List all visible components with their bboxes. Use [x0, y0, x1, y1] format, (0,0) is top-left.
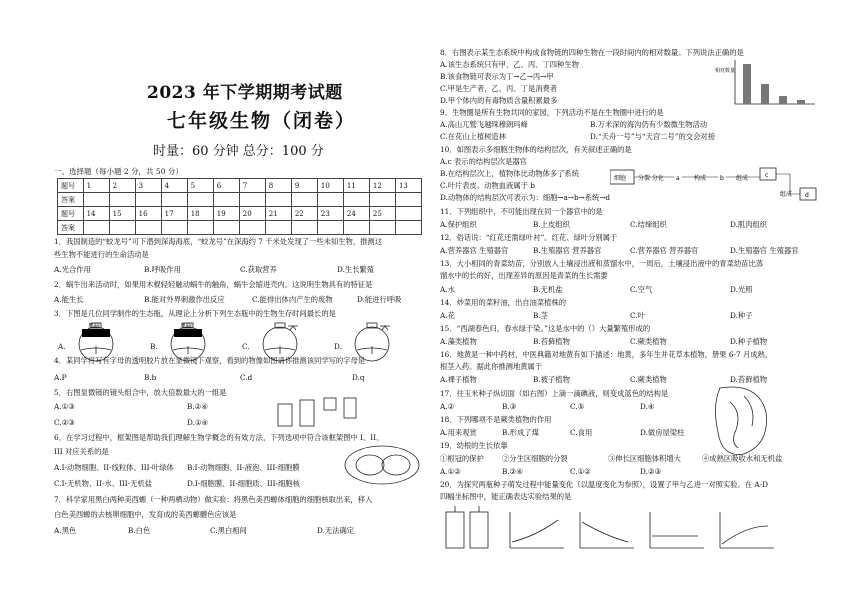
question-12: 12．俗话说：“红花还需绿叶衬”。红花、绿叶分别属于	[440, 233, 618, 242]
option: C.I-无机物、II-水、III-无机盐	[54, 479, 153, 488]
option: C.食用	[570, 428, 593, 437]
answer-cell[interactable]	[213, 193, 239, 207]
table-cell: 9	[291, 179, 317, 193]
caption-dark: 黑暗	[88, 323, 101, 330]
option: C.结缔组织	[630, 220, 667, 229]
table-row	[58, 179, 422, 193]
table-row-label: 答案	[58, 221, 84, 235]
option: B.I-动物细胞、II-液泡、III-细胞膜	[187, 463, 300, 472]
answer-cell[interactable]	[109, 193, 135, 207]
answer-cell[interactable]	[395, 193, 421, 207]
question-16: 16．地黄是一种中药材，中医典籍对地黄有如下描述：地黄，多年生并花草本植物，册果 6-7 月成熟，	[440, 350, 773, 359]
option: B.③	[502, 402, 517, 411]
table-cell: 24	[343, 207, 369, 221]
option: C.蕨类植物	[630, 337, 667, 346]
corn-seed-figure	[708, 382, 778, 458]
table-cell: 23	[317, 207, 343, 221]
question-2: 2．蜗牛出来活动时，如果用木棍轻轻触动蜗牛的触角，蜗牛会缩进壳内。这说明生物具有的特征是	[54, 280, 373, 289]
option: A.①②	[440, 467, 461, 476]
table-cell: 13	[395, 179, 421, 193]
table-cell: 7	[239, 179, 265, 193]
answer-cell[interactable]	[213, 221, 239, 235]
answer-cell[interactable]	[317, 193, 343, 207]
question-8: 8．右图表示某生态系统中构成食物链的四种生物在一段时间内的相对数量。下列说法正确的是	[440, 48, 744, 57]
structure-levels-diagram	[610, 160, 820, 206]
table-cell: 18	[187, 207, 213, 221]
answer-cell[interactable]	[343, 221, 369, 235]
caption-dark: 黑暗	[180, 323, 193, 330]
exam-meta: 时量：60 分钟 总分：100 分	[153, 144, 324, 159]
option: B.在结构层次上，植物体比动物体多了系统	[440, 169, 580, 178]
table-cell: 2	[109, 179, 135, 193]
chart-ylabel: 相对数量	[715, 68, 736, 74]
option: B.b	[144, 373, 157, 382]
option: D.④	[640, 402, 655, 411]
answer-cell[interactable]	[109, 221, 135, 235]
option: D.甲个体内的有毒物质含量积累最多	[440, 96, 558, 105]
question-7-cont: 白色美西螈的去核卵细胞中，发育成的美西螈體色应该是	[54, 510, 237, 519]
question-16-cont: 根茎入药。据此你推测地黄属于	[440, 362, 543, 371]
option: A.黑色	[54, 526, 77, 535]
question-13-cont: 馏水中的长的好，出现差异的原因是青菜的生长需要	[440, 271, 608, 280]
option: D.肌肉组织	[730, 220, 768, 229]
cell-label: 细胞	[614, 175, 627, 182]
question-11: 11．下列组织中，不可能出现在同一个器官中的是	[440, 207, 603, 216]
table-cell: 15	[109, 207, 135, 221]
seed-germination-figure	[440, 506, 820, 554]
option: B.②④	[502, 467, 523, 476]
option: A.能生长	[54, 295, 84, 304]
table-cell: 22	[291, 207, 317, 221]
table-cell	[395, 207, 421, 221]
option-label: A.	[58, 342, 66, 351]
answer-cell[interactable]	[187, 221, 213, 235]
option: A.保护组织	[440, 220, 477, 229]
table-row-label: 题号	[58, 179, 84, 193]
option: D.苔藓植物	[730, 375, 768, 384]
option-label: D.	[334, 342, 342, 351]
answer-cell[interactable]	[265, 193, 291, 207]
option: A.水	[440, 285, 455, 294]
answer-cell[interactable]	[187, 193, 213, 207]
answer-cell[interactable]	[395, 221, 421, 235]
answer-cell[interactable]	[317, 221, 343, 235]
option: B.万米深的海沟仍有少数微生物活动	[590, 120, 708, 129]
option-label: B.	[150, 342, 158, 351]
option: C.d	[240, 373, 253, 382]
option: D.生殖器官 生殖器官	[730, 246, 799, 255]
question-10: 10．如图表示多细胞生物体的结构层次，有关叙述正确的是	[440, 145, 632, 154]
option: ③伸长区细胞体积增大	[608, 454, 681, 463]
answer-cell[interactable]	[291, 193, 317, 207]
question-18: 18．下列哪项不是蕨类植物的作用	[440, 415, 552, 424]
option: B.②④	[187, 402, 208, 411]
table-cell: 12	[369, 179, 395, 193]
question-14: 14．炒菜用的菜籽油，出自油菜植株的	[440, 298, 567, 307]
table-cell: 8	[265, 179, 291, 193]
option: C.叶片表皮、动物血液属于 b	[440, 181, 535, 190]
relative-quantity-bar-chart	[715, 58, 817, 108]
option: A.光合作用	[54, 265, 91, 274]
option: D.q	[352, 373, 365, 382]
answer-cell[interactable]	[239, 193, 265, 207]
table-cell: 16	[135, 207, 161, 221]
option: A.I-动物细胞、II-线粒体、III-叶绿体	[54, 463, 174, 472]
option: C.②③	[54, 418, 75, 427]
table-row-label: 题号	[58, 207, 84, 221]
option: ②分生区细胞的分裂	[502, 454, 568, 463]
option: C.获取营养	[240, 265, 277, 274]
option: C.营养器官 营养器官	[630, 246, 699, 255]
option: C.在花山上植树造林	[440, 132, 507, 141]
answer-cell[interactable]	[343, 193, 369, 207]
question-5: 5．右图显微镜的镜头组合中，放大倍数最大的一组是	[54, 388, 227, 397]
table-cell: 14	[83, 207, 109, 221]
option: A.裸子植物	[440, 375, 477, 384]
right-column	[440, 0, 820, 595]
question-20: 20．为探究两瓶种子萌发过程中能量变化（以温度变化为参照），设置了甲与乙进一对照实验。在 A-D	[440, 480, 769, 489]
flow-label: 组成	[736, 175, 749, 182]
option: C.①②	[570, 467, 591, 476]
question-6: 6．在学习过程中，框架图是帮助我们理解生物学概念的有效方法，下列选项中符合该框架图中 I、II、	[54, 433, 384, 442]
option: A.藻类植物	[440, 337, 477, 346]
answer-cell[interactable]	[161, 193, 187, 207]
table-cell: 25	[369, 207, 395, 221]
table-cell: 19	[213, 207, 239, 221]
option-label: C.	[242, 342, 250, 351]
bar-jia	[743, 64, 751, 104]
option: B.被子植物	[533, 375, 570, 384]
option: D.做房屋梁柱	[640, 428, 685, 437]
question-9: 9．生物圈是所有生物共同的家园，下列活动不是在生物圈中进行的是	[440, 108, 664, 117]
option: C.⑤	[570, 402, 585, 411]
answer-cell[interactable]	[135, 221, 161, 235]
option: C.空气	[630, 285, 653, 294]
option: B.苔藓植物	[533, 337, 570, 346]
flow-label: 组成	[780, 191, 793, 198]
option: B.能对外界刺激作出反应	[144, 295, 225, 304]
exam-subtitle: 七年级生物（闭卷）	[167, 110, 357, 132]
option: D.I-细胞膜、II-细胞质、III-细胞核	[187, 479, 300, 488]
question-6-cont: III 对应关系的是	[54, 447, 109, 456]
table-cell: 6	[213, 179, 239, 193]
table-cell: 3	[135, 179, 161, 193]
table-cell: 5	[187, 179, 213, 193]
question-15: 15．“西湖春色归，春水绿于染。”这是水中的（）大量繁殖形成的	[440, 324, 651, 333]
option: B.形成了煤	[502, 428, 539, 437]
option: D.①④	[187, 418, 208, 427]
answer-cell[interactable]	[135, 193, 161, 207]
option: B.该食物链可表示为丁→乙→丙→甲	[440, 72, 554, 81]
table-cell: 4	[161, 179, 187, 193]
flow-label: 构成	[694, 175, 707, 182]
option: B.生殖器官 营养器官	[533, 246, 602, 255]
letter-b: b	[720, 175, 724, 182]
answer-cell[interactable]	[83, 193, 109, 207]
table-cell: 20	[239, 207, 265, 221]
option: A.该生态系统只有甲、乙、丙、丁四种生物	[440, 60, 579, 69]
exam-title: 2023 年下学期期考试题	[147, 83, 343, 103]
option: A.②	[440, 402, 455, 411]
option: D.“天舟一号”与“天宫二号”的交会对接	[590, 132, 715, 141]
option: A.营养器官 生殖器官	[440, 246, 509, 255]
option: B.茎	[533, 311, 548, 320]
question-20-cont: 四幅坐标图中，能正确表达实验结果的是	[440, 492, 572, 501]
option: B.无机盐	[533, 285, 563, 294]
microscope-lenses-figure	[274, 396, 374, 428]
option: C.能排出体内产生的废物	[252, 295, 333, 304]
table-row	[58, 193, 422, 207]
option: B.白色	[128, 526, 151, 535]
option: D.种子	[730, 311, 753, 320]
table-row-label: 答案	[58, 193, 84, 207]
question-4: 4．某同学将写有字母的透明胶片放在显微镜下观察，看到的物像如图请你推测该同学写的字母是	[54, 356, 366, 365]
answer-cell[interactable]	[265, 221, 291, 235]
option: A.c 表示的结构层次是器官	[440, 157, 527, 166]
option: A.用来观赏	[440, 428, 477, 437]
answer-table	[57, 178, 422, 235]
question-3: 3．下图是几位同学制作的生态瓶，从理论上分析下列生态瓶中的生物生存时间最长的是	[54, 309, 336, 318]
answer-cell[interactable]	[369, 221, 395, 235]
table-cell: 17	[161, 207, 187, 221]
question-13: 13．大小相同的青菜幼苗，分别放入土壤浸出液和蒸馏水中，一周后，土壤浸出液中的青菜幼苗比蒸	[440, 259, 764, 268]
letter-a: a	[676, 175, 680, 182]
option: D.②③	[640, 467, 661, 476]
table-row	[58, 221, 422, 235]
answer-cell[interactable]	[369, 193, 395, 207]
framework-diagram-figure	[342, 443, 422, 487]
letter-d: d	[805, 192, 809, 199]
option: B.上皮组织	[533, 220, 570, 229]
option: A.P	[54, 373, 67, 382]
option: D.无法确定	[317, 526, 355, 535]
option: B.呼吸作用	[144, 265, 181, 274]
letter-c: c	[765, 172, 769, 179]
option: A.花	[440, 311, 455, 320]
question-1-cont: 些生物不能进行的生命活动是	[54, 250, 149, 259]
bar-yi	[761, 84, 769, 104]
question-17: 17．往玉米种子纵切面（如右图）上滴一滴碘液，则变成蓝色的结构是	[440, 389, 669, 398]
option: D.动物体的结构层次可表示为：细胞→a→b→系统→d	[440, 193, 611, 202]
question-7: 7．科学家用黑白两种美西螈（一种两栖动物）做实验：将黑色美西螈体细胞的细胞核取出来，移入	[54, 495, 373, 504]
question-1: 1．我国制造的“蛟龙号”可下潜到深海海底，“蛟龙号”在深海约 7 千米处发现了一些未知生物，推测这	[54, 237, 383, 246]
option: A.高山兀鹫飞越珠穆朗玛峰	[440, 120, 528, 129]
table-cell: 10	[317, 179, 343, 193]
option: ①根冠的保护	[440, 454, 484, 463]
flow-label: 分裂 分化	[638, 175, 664, 182]
answer-cell[interactable]	[161, 221, 187, 235]
table-cell: 11	[343, 179, 369, 193]
left-column	[52, 0, 422, 595]
option: C.黑白相间	[210, 526, 247, 535]
table-cell: 21	[265, 207, 291, 221]
option: ④成熟区吸收水和无机盐	[702, 454, 783, 463]
option: C.甲是生产者，乙、丙、丁是消费者	[440, 84, 558, 93]
option: D.生长繁殖	[337, 265, 375, 274]
option: A.①③	[54, 402, 75, 411]
section-heading: 一、选择题（每小题 2 分，共 50 分）	[54, 167, 183, 176]
option: D.种子植物	[730, 337, 768, 346]
answer-cell[interactable]	[83, 221, 109, 235]
bar-bing	[779, 96, 787, 104]
bar-ding	[797, 100, 805, 104]
option: D.光照	[730, 285, 753, 294]
question-19: 19．幼根的生长依靠	[440, 441, 508, 450]
table-row	[58, 207, 422, 221]
option: D.能进行呼吸	[357, 295, 402, 304]
answer-cell[interactable]	[291, 221, 317, 235]
option: C.叶	[630, 311, 645, 320]
answer-cell[interactable]	[239, 221, 265, 235]
option: C.蕨类植物	[630, 375, 667, 384]
table-cell: 1	[83, 179, 109, 193]
